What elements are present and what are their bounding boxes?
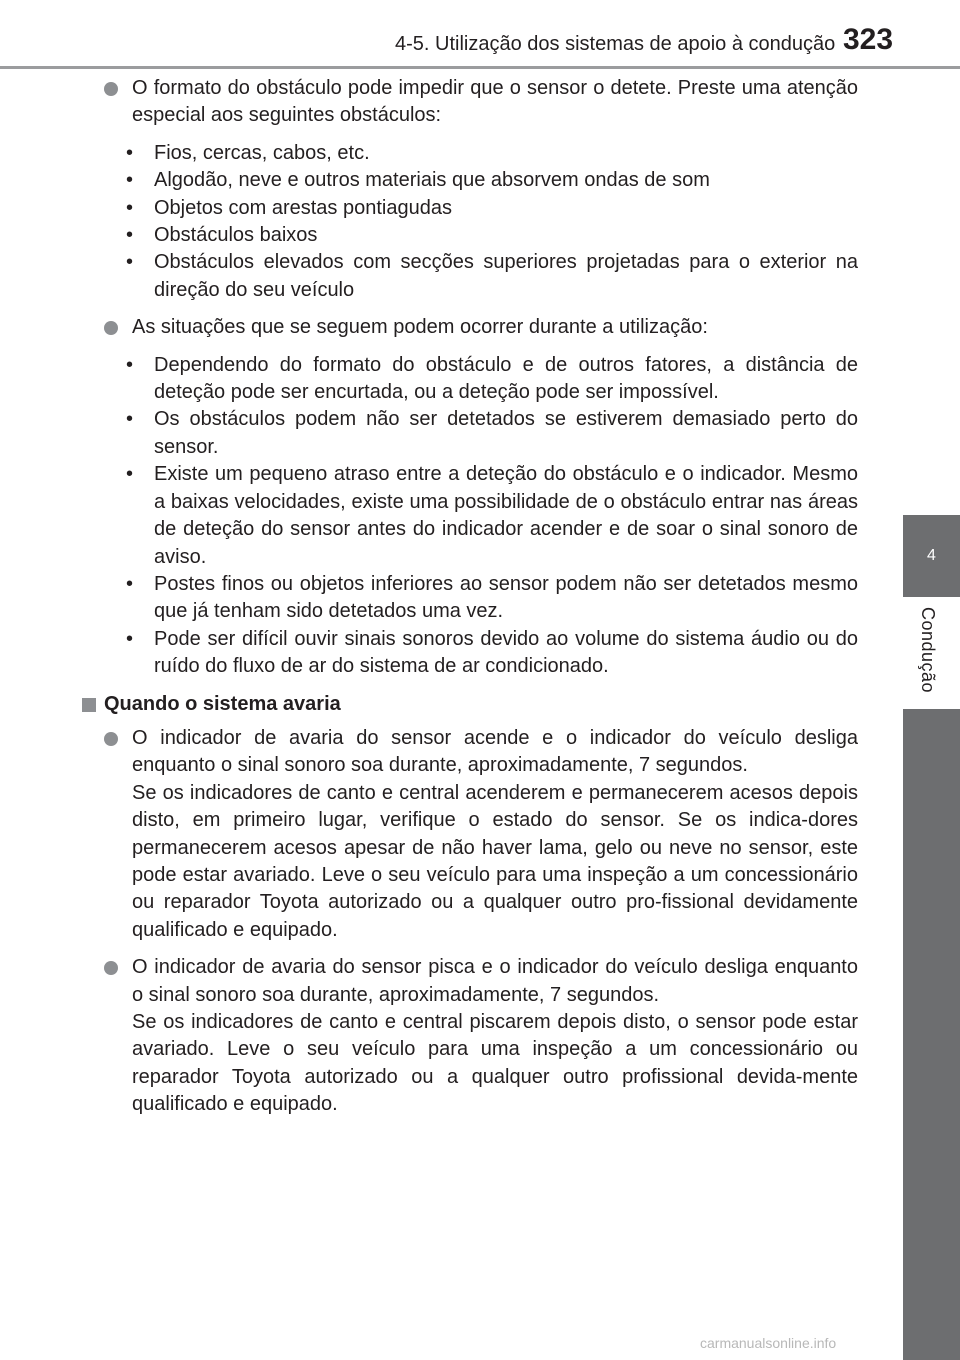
list-item-text: Pode ser difícil ouvir sinais sonoros devido ao volume do sistema áudio ou do ruído do fluxo de ar do sistema de ar condicionado. bbox=[154, 627, 858, 678]
header-divider bbox=[0, 66, 960, 69]
bullet-dot-icon: • bbox=[126, 627, 134, 650]
note-text: O indicador de avaria do sensor pisca e o indicador do veículo desliga enquanto o sinal sonoro soa durante, aproximadamente, 7 segundos. bbox=[132, 956, 858, 1006]
situations-list bbox=[126, 352, 858, 681]
list-item-text: Fios, cercas, cabos, etc. bbox=[154, 141, 370, 164]
note-text: As situações que se seguem podem ocorrer durante a utilização: bbox=[132, 316, 708, 339]
list-item bbox=[126, 352, 858, 407]
note-text: Se os indicadores de canto e central piscarem depois disto, o sensor pode estar avariado. Leve o seu veículo para uma inspeção a um concessionário ou reparador Toyota autorizado ou a qualquer outro profissional devida-mente qualificado e equipado. bbox=[132, 1011, 858, 1116]
malfunction-lit-note bbox=[104, 725, 858, 944]
list-item-text: Algodão, neve e outros materiais que absorvem ondas de som bbox=[154, 169, 710, 192]
circle-bullet-icon bbox=[104, 732, 118, 746]
section-heading bbox=[82, 691, 836, 718]
list-item bbox=[126, 571, 858, 626]
list-item bbox=[126, 222, 858, 249]
list-item bbox=[126, 195, 858, 222]
chapter-number: 4 bbox=[927, 547, 936, 564]
list-item-text: Obstáculos elevados com secções superiores projetadas para o exterior na direção do seu veículo bbox=[154, 251, 858, 301]
bullet-dot-icon: • bbox=[126, 463, 134, 486]
bullet-dot-icon: • bbox=[126, 251, 134, 274]
list-item bbox=[126, 626, 858, 681]
list-item-text: Os obstáculos podem não ser detetados se estiverem demasiado perto do sensor. bbox=[154, 408, 858, 458]
section-title: 4-5. Utilização dos sistemas de apoio à condução bbox=[395, 33, 836, 55]
page-number: 323 bbox=[843, 23, 894, 56]
circle-bullet-icon bbox=[104, 321, 118, 335]
list-item-text: Dependendo do formato do obstáculo e de outros fatores, a distância de deteção pode ser encurtada, ou a deteção pode ser impossível. bbox=[154, 353, 858, 404]
list-item bbox=[126, 167, 858, 194]
page-content bbox=[104, 75, 858, 1129]
bullet-dot-icon: • bbox=[126, 169, 134, 192]
square-bullet-icon bbox=[82, 698, 96, 712]
list-item bbox=[126, 249, 858, 304]
heading-text: Quando o sistema avaria bbox=[104, 692, 341, 715]
list-item bbox=[126, 461, 858, 571]
bullet-dot-icon: • bbox=[126, 572, 134, 595]
note-text: Se os indicadores de canto e central acenderem e permanecerem acesos depois disto, em primeiro lugar, verifique o estado do sensor. Se os indica-dores permanecerem acesos apesar de não haver lama, gelo ou neve no sensor, este pode estar avariado. Leve o seu veículo para uma inspeção a um concessionário ou reparador Toyota autorizado ou a qualquer outro pro-fissional devidamente qualificado e equipado. bbox=[132, 781, 858, 941]
note-text: O indicador de avaria do sensor acende e o indicador do veículo desliga enquanto o sinal sonoro soa durante, aproximadamente, 7 segundos. bbox=[132, 726, 858, 777]
bullet-dot-icon: • bbox=[126, 196, 134, 219]
obstacle-shape-note bbox=[104, 75, 858, 130]
watermark: carmanualsonline.info bbox=[700, 1335, 837, 1351]
bullet-dot-icon: • bbox=[126, 353, 134, 376]
chapter-label: Condução bbox=[918, 607, 938, 694]
chapter-tab-label-area bbox=[903, 597, 960, 709]
circle-bullet-icon bbox=[104, 82, 118, 96]
chapter-tab-number[interactable] bbox=[903, 515, 960, 597]
list-item-text: Objetos com arestas pontiagudas bbox=[154, 196, 452, 219]
list-item-text: Obstáculos baixos bbox=[154, 224, 318, 247]
chapter-side-bar bbox=[903, 709, 960, 1360]
list-item-text: Postes finos ou objetos inferiores ao sensor podem não ser detetados mesmo que já tenham sido detetados uma vez. bbox=[154, 572, 858, 623]
circle-bullet-icon bbox=[104, 961, 118, 975]
list-item-text: Existe um pequeno atraso entre a deteção do obstáculo e o indicador. Mesmo a baixas velocidades, existe uma possibilidade de o obstáculo entrar nas áreas de deteção do sensor antes do indicador acender e de soar o sinal sonoro de aviso. bbox=[154, 463, 858, 568]
list-item bbox=[126, 406, 858, 461]
malfunction-flash-note bbox=[104, 954, 858, 1118]
obstacle-list bbox=[126, 140, 858, 304]
bullet-dot-icon: • bbox=[126, 408, 134, 431]
bullet-dot-icon: • bbox=[126, 141, 134, 164]
list-item bbox=[126, 140, 858, 167]
usage-situations-note bbox=[104, 314, 858, 341]
bullet-dot-icon: • bbox=[126, 224, 134, 247]
note-text: O formato do obstáculo pode impedir que o sensor o detete. Preste uma atenção especial aos seguintes obstáculos: bbox=[132, 77, 858, 127]
